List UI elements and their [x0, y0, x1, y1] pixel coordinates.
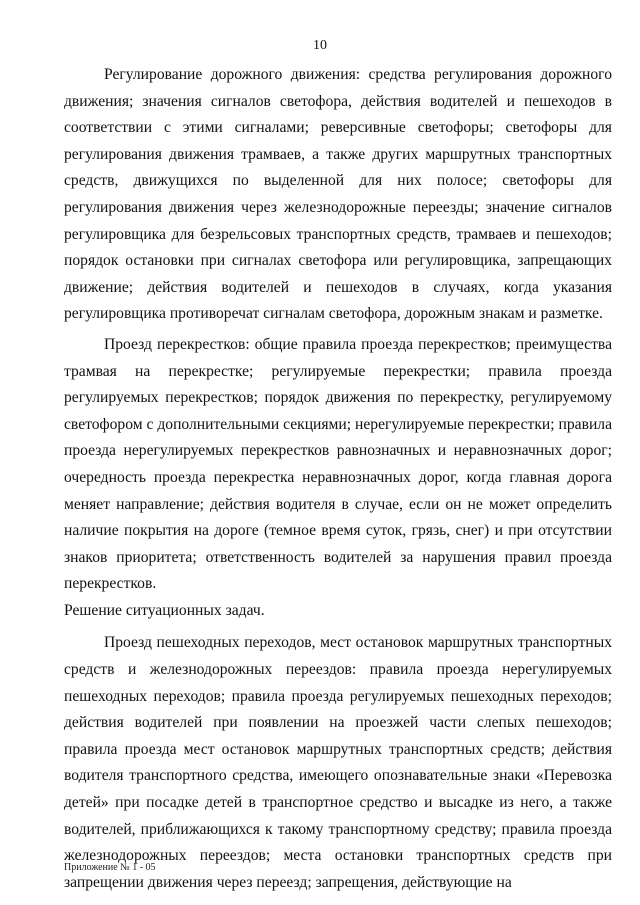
document-body	[64, 62, 612, 896]
paragraph-pedestrian-crossings: Проезд пешеходных переходов, мест остановок маршрутных транспортных средств и железнодорожных переездов: правила проезда нерегулируемых пешеходных переходов; правила проезда регулируемых пешеходных переходов; действия водителей при появлении на проезжей части слепых пешеходов; правила проезда мест остановок маршрутных транспортных средств; действия водителя транспортного средства, имеющего опознавательные знаки «Перевозка детей» при посадке детей в транспортное средство и высадке из него, а также водителей, приближающихся к такому транспортному средству; правила проезда железнодорожных переездов; места остановки транспортных средств при запрещении движения через переезд; запрещения, действующие на	[64, 634, 612, 891]
paragraph-traffic-regulation: Регулирование дорожного движения: средства регулирования дорожного движения; значения сигналов светофора, действия водителей и пешеходов в соответствии с этими сигналами; реверсивные светофоры; светофоры для регулирования движения трамваев, а также других маршрутных транспортных средств, движущихся по выделенной для них полосе; светофоры для регулирования движения через железнодорожные переезды; значение сигналов регулировщика для безрельсовых транспортных средств, трамваев и пешеходов; порядок остановки при сигналах светофора или регулировщика, запрещающих движение; действия водителей и пешеходов в случаях, когда указания регулировщика противоречат сигналам светофора, дорожным знакам и разметке.	[64, 66, 612, 323]
paragraph-intersections: Проезд перекрестков: общие правила проезда перекрестков; преимущества трамвая на перекрестке; регулируемые перекрестки; правила проезда регулируемых перекрестков; порядок движения по перекрестку, регулируемому светофором с дополнительными секциями; нерегулируемые перекрестки; правила проезда нерегулируемых перекрестков равнозначных и неравнозначных дорог; очередность проезда перекрестка неравнозначных дорог, когда главная дорога меняет направление; действия водителя в случае, если он не может определить наличие покрытия на дороге (темное время суток, грязь, снег) и при отсутствии знаков приоритета; ответственность водителей за нарушения правил проезда перекрестков.	[64, 335, 612, 593]
page-number: 10	[313, 38, 327, 53]
paragraph-situational-tasks: Решение ситуационных задач.	[64, 601, 265, 619]
footer-note: Приложение № 1 - 05	[64, 862, 156, 873]
